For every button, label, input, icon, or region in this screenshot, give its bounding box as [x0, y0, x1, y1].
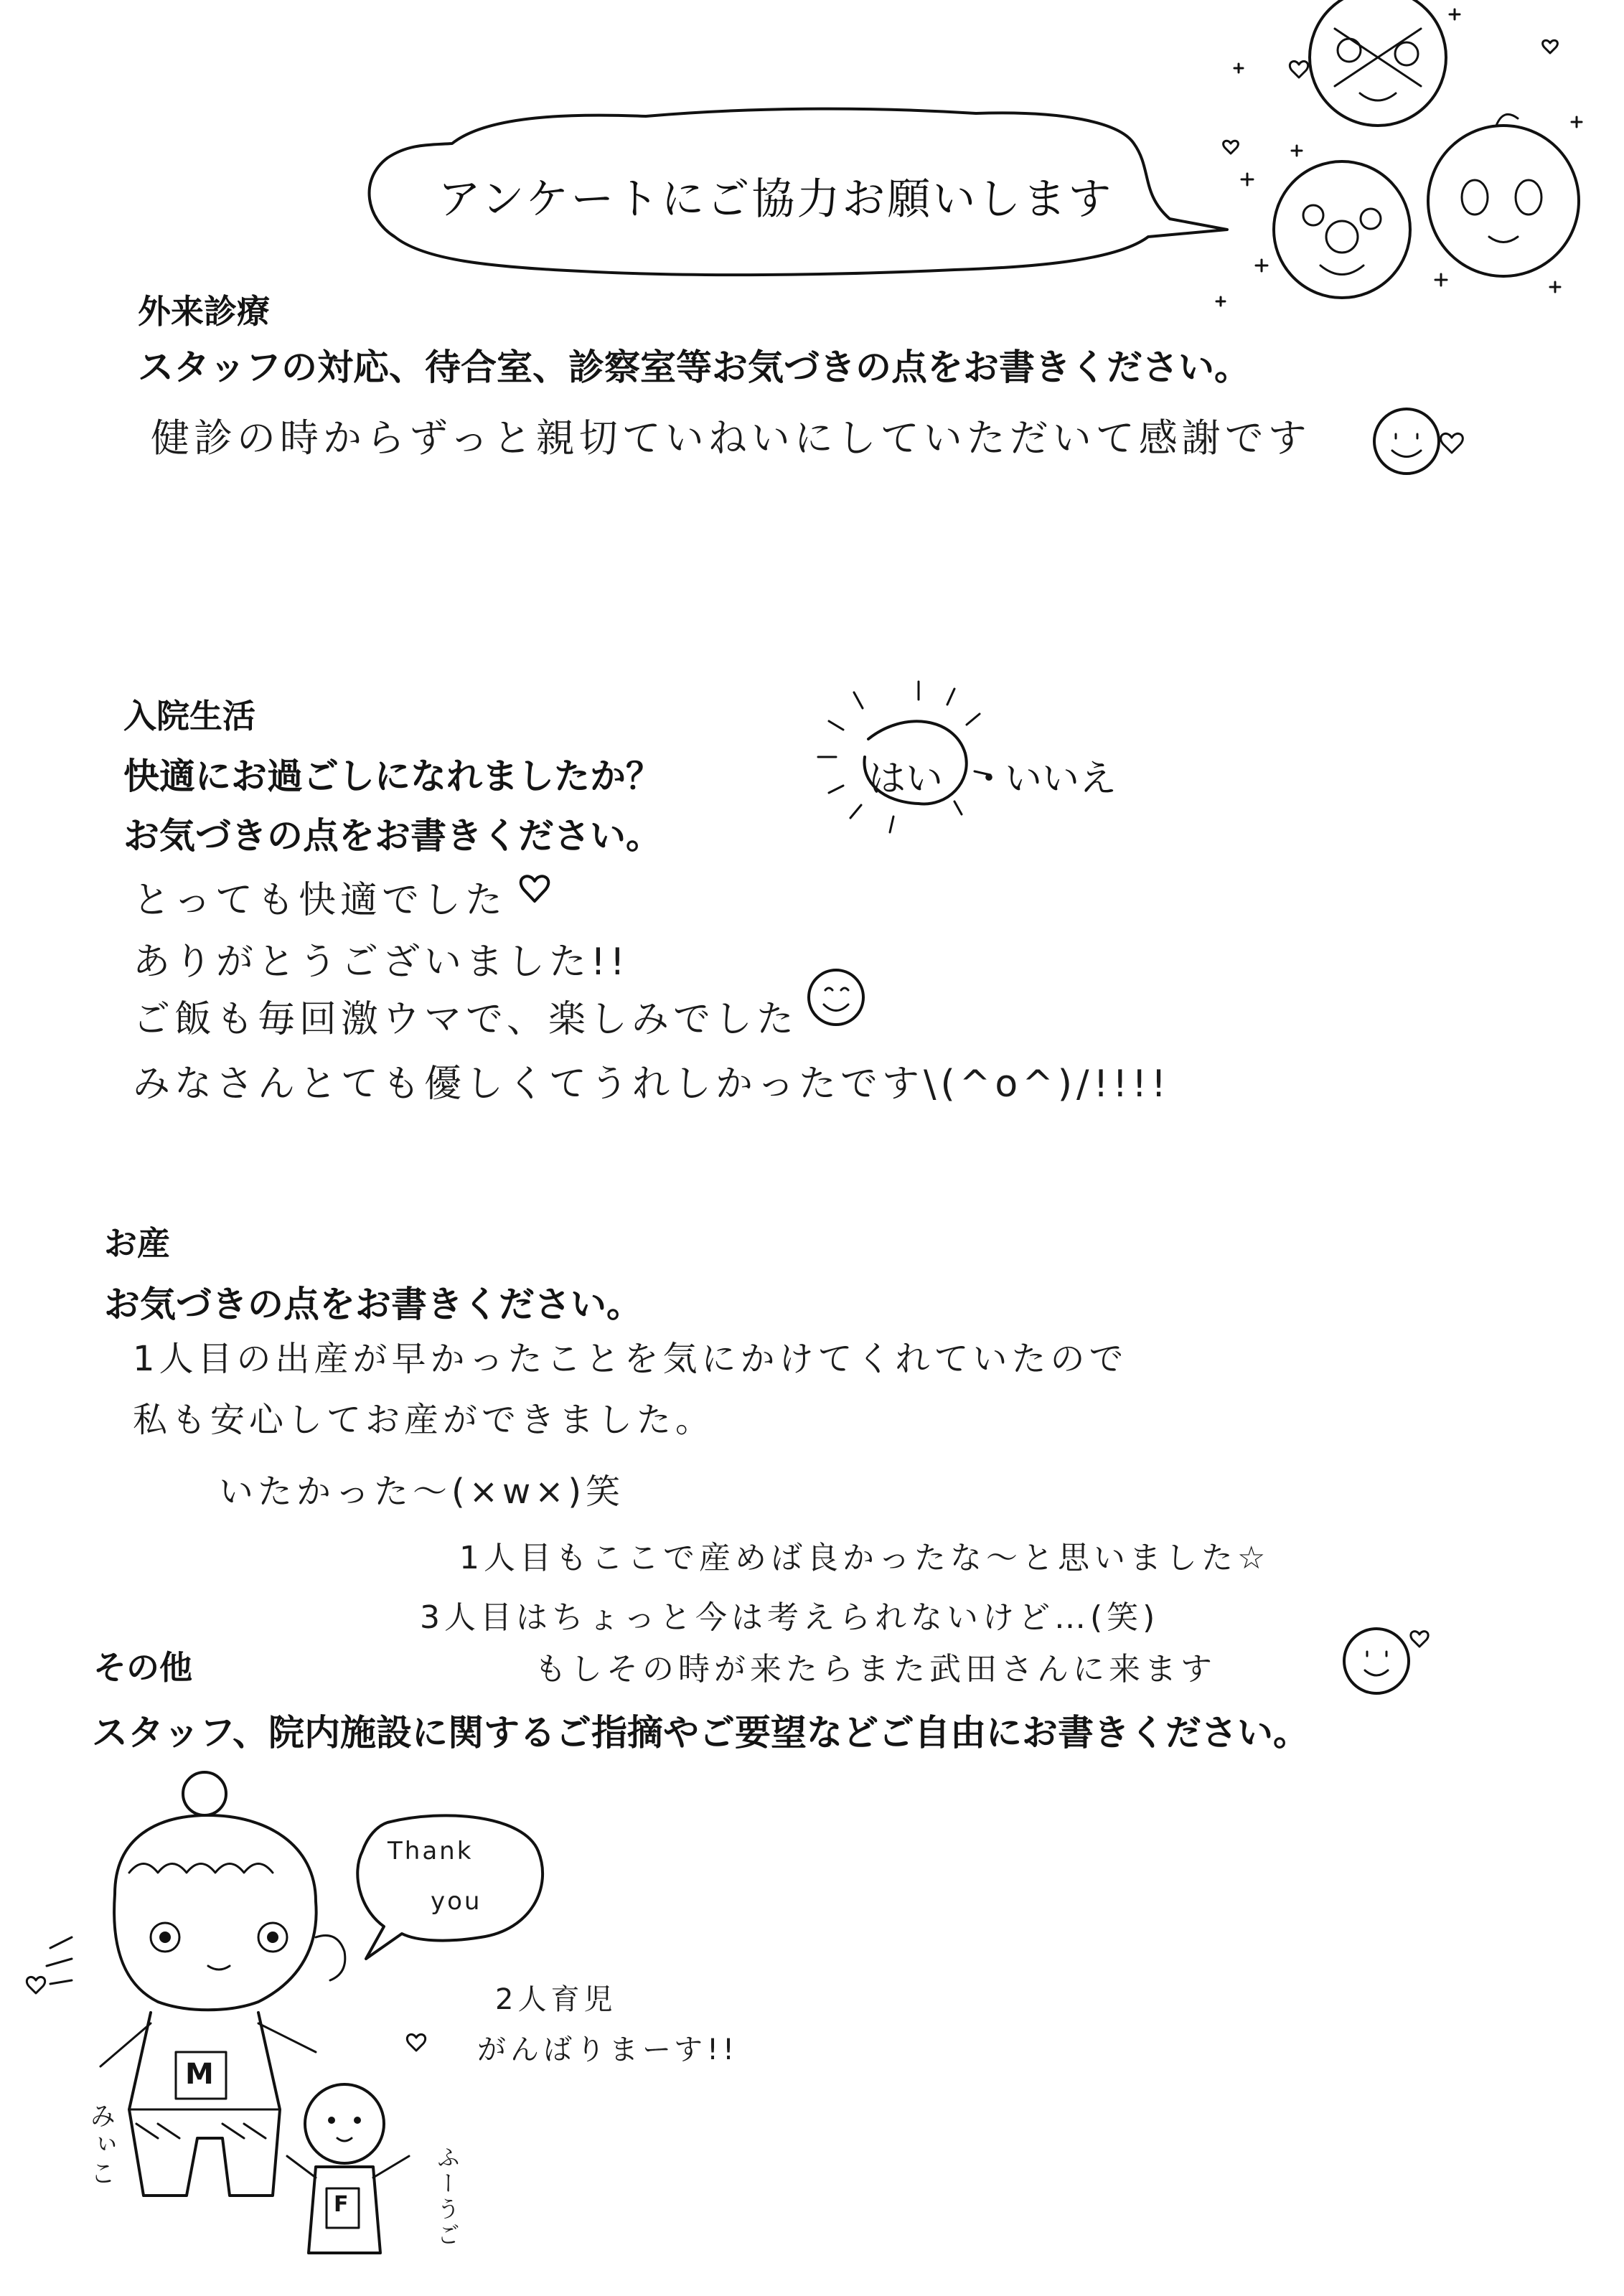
delivery-question: お気づきの点をお書きください。 — [104, 1284, 642, 1325]
inpatient-answer-line-2: ありがとうございました!! — [133, 941, 629, 984]
delivery-answer-line-3: いたかった〜(×w×)笑 — [219, 1472, 625, 1512]
other-question: スタッフ、院内施設に関するご指摘やご要望などご自由にお書きください。 — [92, 1712, 1309, 1754]
cartoon-faces-icon — [1213, 0, 1615, 316]
inpatient-question-notes: お気づきの点をお書きください。 — [123, 815, 662, 857]
inpatient-answer-line-4: みなさんとても優しくてうれしかったです\(^o^)/!!!! — [133, 1063, 1170, 1106]
smiley-icon — [804, 965, 868, 1030]
bubble-text-line-1: Thank — [388, 1837, 474, 1866]
inpatient-answer-line-3: ご飯も毎回激ウマで、楽しみでした — [133, 998, 798, 1041]
delivery-answer-line-4: 1人目もここで産めば良かったな〜と思いました☆ — [459, 1540, 1270, 1576]
heart-icon — [513, 868, 556, 911]
drawing-name-mother: みぃこ — [86, 2102, 116, 2188]
choice-yes[interactable]: はい — [868, 758, 944, 801]
bubble-text-line-2: you — [431, 1887, 482, 1916]
note-line-2: がんばりまーす!! — [477, 2033, 739, 2066]
delivery-heading: お産 — [104, 1224, 170, 1263]
smiley-icon — [1367, 402, 1482, 481]
delivery-answer-line-6: もしその時が来たらまた武田さんに来ます — [535, 1651, 1216, 1688]
delivery-answer-line-1: 1人目の出産が早かったことを気にかけてくれていたので — [133, 1339, 1128, 1379]
shirt-letter-mother: M — [185, 2058, 214, 2091]
inpatient-question-comfort: 快適にお過ごしになれましたか？ — [123, 756, 662, 797]
outpatient-heading: 外来診療 — [138, 292, 270, 331]
note-line-1: 2人育児 — [495, 1983, 617, 2016]
drawing-name-child: ふーうご — [433, 2145, 461, 2249]
smiley-icon — [1335, 1614, 1442, 1700]
inpatient-heading: 入院生活 — [123, 697, 255, 735]
choice-separator: ・ — [970, 758, 1008, 801]
outpatient-question: スタッフの対応、待合室、診察室等お気づきの点をお書きください。 — [138, 347, 1250, 388]
shirt-letter-child: F — [334, 2192, 349, 2217]
outpatient-answer: 健診の時からずっと親切ていねいにしていただいて感謝です — [151, 415, 1311, 461]
other-heading: その他 — [93, 1648, 192, 1687]
page-title: アンケートにご協力お願いします — [438, 174, 1114, 225]
family-drawing-icon — [43, 1765, 445, 2267]
choice-no[interactable]: いいえ — [1005, 758, 1117, 801]
inpatient-answer-line-1: とっても快適でした — [133, 879, 507, 922]
delivery-answer-line-5: 3人目はちょっと今は考えられないけど…(笑) — [420, 1599, 1160, 1636]
delivery-answer-line-2: 私も安心してお産ができました。 — [133, 1400, 715, 1440]
